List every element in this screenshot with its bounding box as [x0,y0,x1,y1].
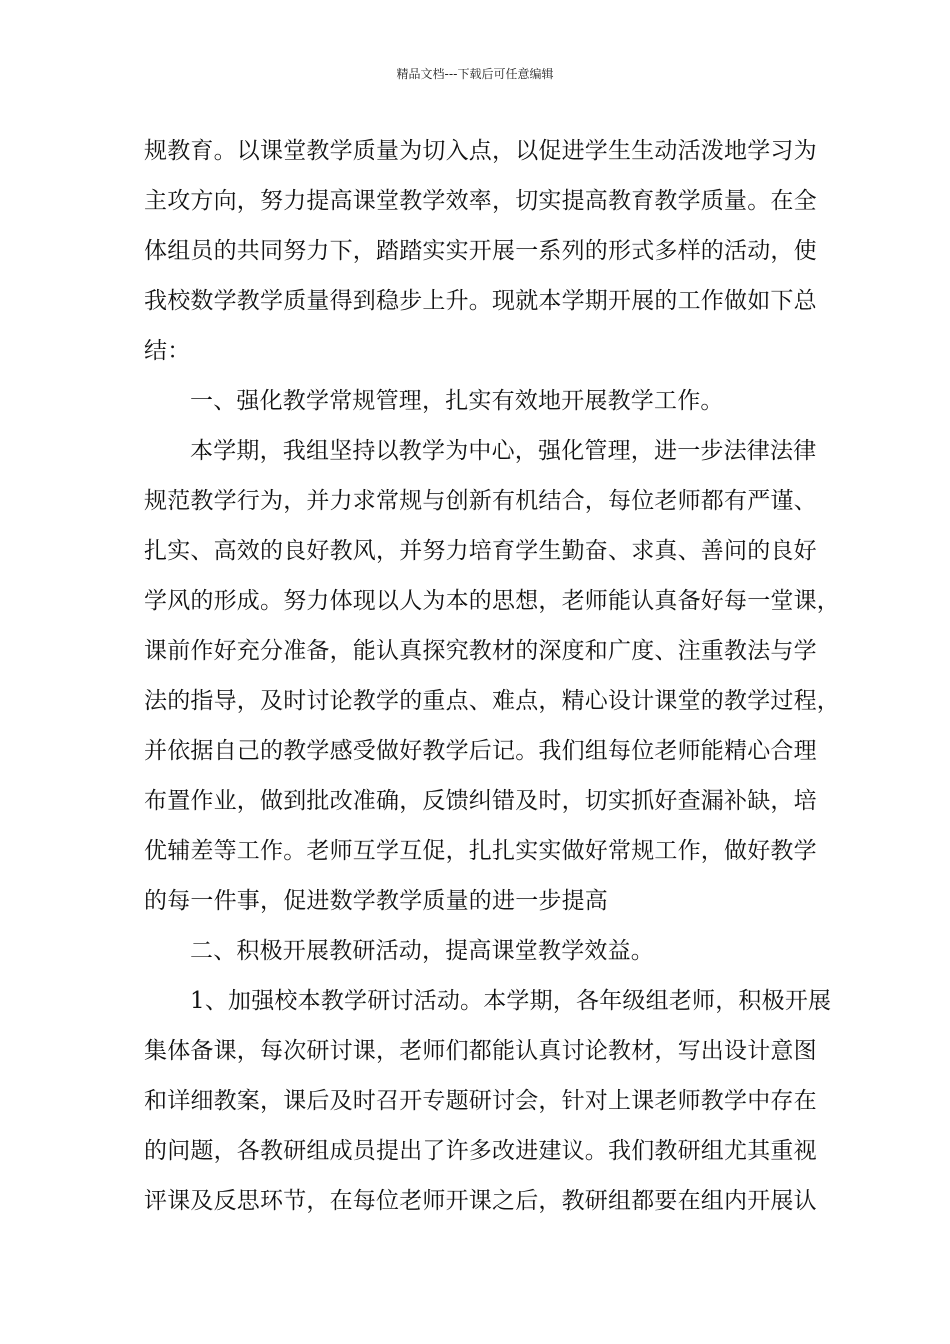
text-line: 优辅差等工作。老师互学互促，扎扎实实做好常规工作，做好教学 [144,838,817,864]
paragraph-start: 1、加强校本教学研讨活动。本学期，各年级组老师，积极开展 [190,988,832,1014]
text-line: 并依据自己的教学感受做好教学后记。我们组每位老师能精心合理 [144,738,817,764]
paragraph-start: 本学期，我组坚持以教学为中心，强化管理，进一步法律法律 [190,438,817,464]
text-line: 学风的形成。努力体现以人为本的思想，老师能认真备好每一堂课， [144,588,840,614]
text-line: 评课及反思环节，在每位老师开课之后，教研组都要在组内开展认 [144,1188,817,1214]
document-body [144,126,840,1226]
text-line: 扎实、高效的良好教风，并努力培育学生勤奋、求真、善问的良好 [144,538,817,564]
section-heading: 二、积极开展教研活动，提高课堂教学效益。 [190,938,654,964]
text-line: 课前作好充分准备，能认真探究教材的深度和广度、注重教法与学 [144,638,817,664]
text-line: 主攻方向，努力提高课堂教学效率，切实提高教育教学质量。在全 [144,188,817,214]
text-line: 布置作业，做到批改准确，反馈纠错及时，切实抓好查漏补缺，培 [144,788,817,814]
section-heading: 一、强化教学常规管理，扎实有效地开展教学工作。 [190,388,724,414]
text-line: 规教育。以课堂教学质量为切入点，以促进学生生动活泼地学习为 [144,138,817,164]
text-line: 的问题，各教研组成员提出了许多改进建议。我们教研组尤其重视 [144,1138,817,1164]
text-line: 规范教学行为，并力求常规与创新有机结合，每位老师都有严谨、 [144,488,817,514]
text-line: 的每一件事，促进数学教学质量的进一步提高 [144,888,608,914]
page-header: 精品文档---下载后可任意编辑 [396,67,554,81]
text-line: 结： [144,338,191,364]
text-line: 和详细教案，课后及时召开专题研讨会，针对上课老师教学中存在 [144,1088,817,1114]
text-line: 法的指导，及时讨论教学的重点、难点，精心设计课堂的教学过程， [144,688,840,714]
text-line: 体组员的共同努力下，踏踏实实开展一系列的形式多样的活动，使 [144,238,817,264]
text-line: 我校数学教学质量得到稳步上升。现就本学期开展的工作做如下总 [144,288,817,314]
text-line: 集体备课，每次研讨课，老师们都能认真讨论教材，写出设计意图 [144,1038,817,1064]
